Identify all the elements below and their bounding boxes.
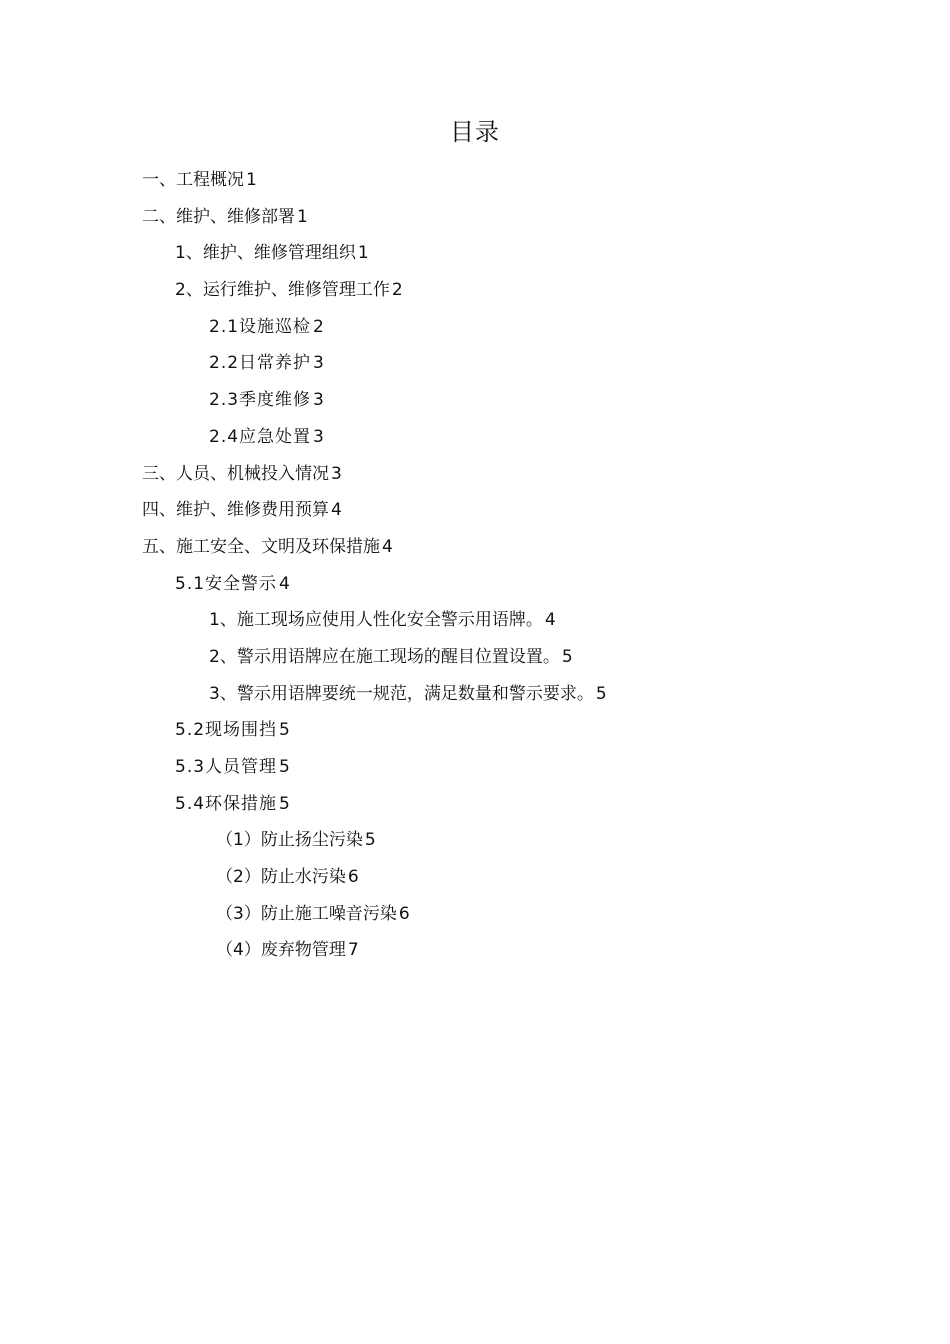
toc-entry-text: 3、警示用语牌要统一规范，满足数量和警示要求。 <box>209 683 594 704</box>
toc-entry-text: （1）防止扬尘污染 <box>216 830 363 851</box>
toc-page-number: 5 <box>279 757 290 777</box>
toc-entry-personnel-machinery[interactable] <box>0 456 950 493</box>
toc-page-number: 5 <box>561 646 573 667</box>
toc-page-number: 7 <box>347 940 359 961</box>
toc-entry-environmental-measures[interactable] <box>0 786 950 823</box>
toc-entry-text: 2、运行维护、维修管理工作 <box>175 280 390 301</box>
toc-page-number: 1 <box>297 206 308 227</box>
toc-page-number: 1 <box>246 170 257 190</box>
toc-entry-management-organization[interactable] <box>0 235 950 272</box>
toc-page-number: 4 <box>331 500 342 521</box>
toc-entry-text: （3）防止施工噪音污染 <box>216 903 397 924</box>
toc-page-number: 5 <box>364 830 376 851</box>
toc-entry-safety-environment[interactable] <box>0 529 950 566</box>
toc-entry-text: 二、维护、维修部署 <box>142 206 295 227</box>
toc-entry-text: 2.3季度维修 <box>209 390 312 411</box>
toc-entry-maintenance-deployment[interactable] <box>0 199 950 236</box>
toc-entry-site-enclosure[interactable] <box>0 712 950 749</box>
toc-page-number: 5 <box>595 683 607 704</box>
toc-entry-text: 2.4应急处置 <box>209 426 312 447</box>
toc-entry-text: 1、施工现场应使用人性化安全警示用语牌。 <box>209 610 543 631</box>
toc-page-number: 1 <box>357 243 369 264</box>
toc-entry-text: 5.2现场围挡 <box>175 720 278 741</box>
toc-page-number: 4 <box>382 536 393 557</box>
toc-page-number: 5 <box>279 720 290 741</box>
toc-page-number: 3 <box>313 426 324 447</box>
toc-entry-text: （4）废弃物管理 <box>216 940 346 961</box>
toc-page-number: 3 <box>313 353 324 374</box>
toc-entry-text: 5.4环保措施 <box>175 793 278 814</box>
toc-entry-dust-pollution[interactable] <box>0 822 950 859</box>
toc-entry-text: 5.1安全警示 <box>175 573 278 594</box>
toc-entry-warning-signs-standard[interactable] <box>0 676 950 713</box>
toc-entry-operation-maintenance-work[interactable] <box>0 272 950 309</box>
toc-entry-waste-management[interactable] <box>0 932 950 969</box>
toc-page-number: 6 <box>398 903 410 924</box>
toc-page-number: 4 <box>279 573 290 594</box>
toc-entry-emergency-handling[interactable] <box>0 419 950 456</box>
toc-page-number: 2 <box>313 316 324 337</box>
toc-page-number: 3 <box>331 463 342 484</box>
toc-entry-text: 三、人员、机械投入情况 <box>142 463 329 484</box>
toc-entry-text: 四、维护、维修费用预算 <box>142 500 329 521</box>
toc-entry-personnel-management[interactable] <box>0 749 950 786</box>
toc-page-number: 6 <box>347 867 359 888</box>
toc-entry-noise-pollution[interactable] <box>0 896 950 933</box>
toc-entry-text: 五、施工安全、文明及环保措施 <box>142 536 380 557</box>
toc-entry-cost-budget[interactable] <box>0 492 950 529</box>
toc-entry-facility-inspection[interactable] <box>0 309 950 346</box>
toc-entry-text: 2.2日常养护 <box>209 353 312 374</box>
toc-entry-warning-signs-usage[interactable] <box>0 602 950 639</box>
toc-entry-text: （2）防止水污染 <box>216 867 346 888</box>
toc-entry-quarterly-repair[interactable] <box>0 382 950 419</box>
toc-page-number: 4 <box>544 610 556 631</box>
toc-entry-warning-signs-placement[interactable] <box>0 639 950 676</box>
toc-entry-text: 2、警示用语牌应在施工现场的醒目位置设置。 <box>209 646 560 667</box>
toc-entry-safety-warning[interactable] <box>0 566 950 603</box>
toc-entry-text: 5.3人员管理 <box>175 757 278 777</box>
toc-page-number: 2 <box>391 280 403 301</box>
toc-entry-text: 一、工程概况 <box>142 170 244 190</box>
toc-entry-project-overview[interactable] <box>0 162 950 199</box>
toc-title: 目录 <box>450 118 500 146</box>
toc-entry-daily-maintenance[interactable] <box>0 345 950 382</box>
toc-entry-text: 1、维护、维修管理组织 <box>175 243 356 264</box>
toc-entry-text: 2.1设施巡检 <box>209 316 312 337</box>
toc-page-number: 3 <box>313 390 324 411</box>
toc-page-number: 5 <box>279 793 290 814</box>
toc-list <box>0 162 950 969</box>
toc-entry-water-pollution[interactable] <box>0 859 950 896</box>
